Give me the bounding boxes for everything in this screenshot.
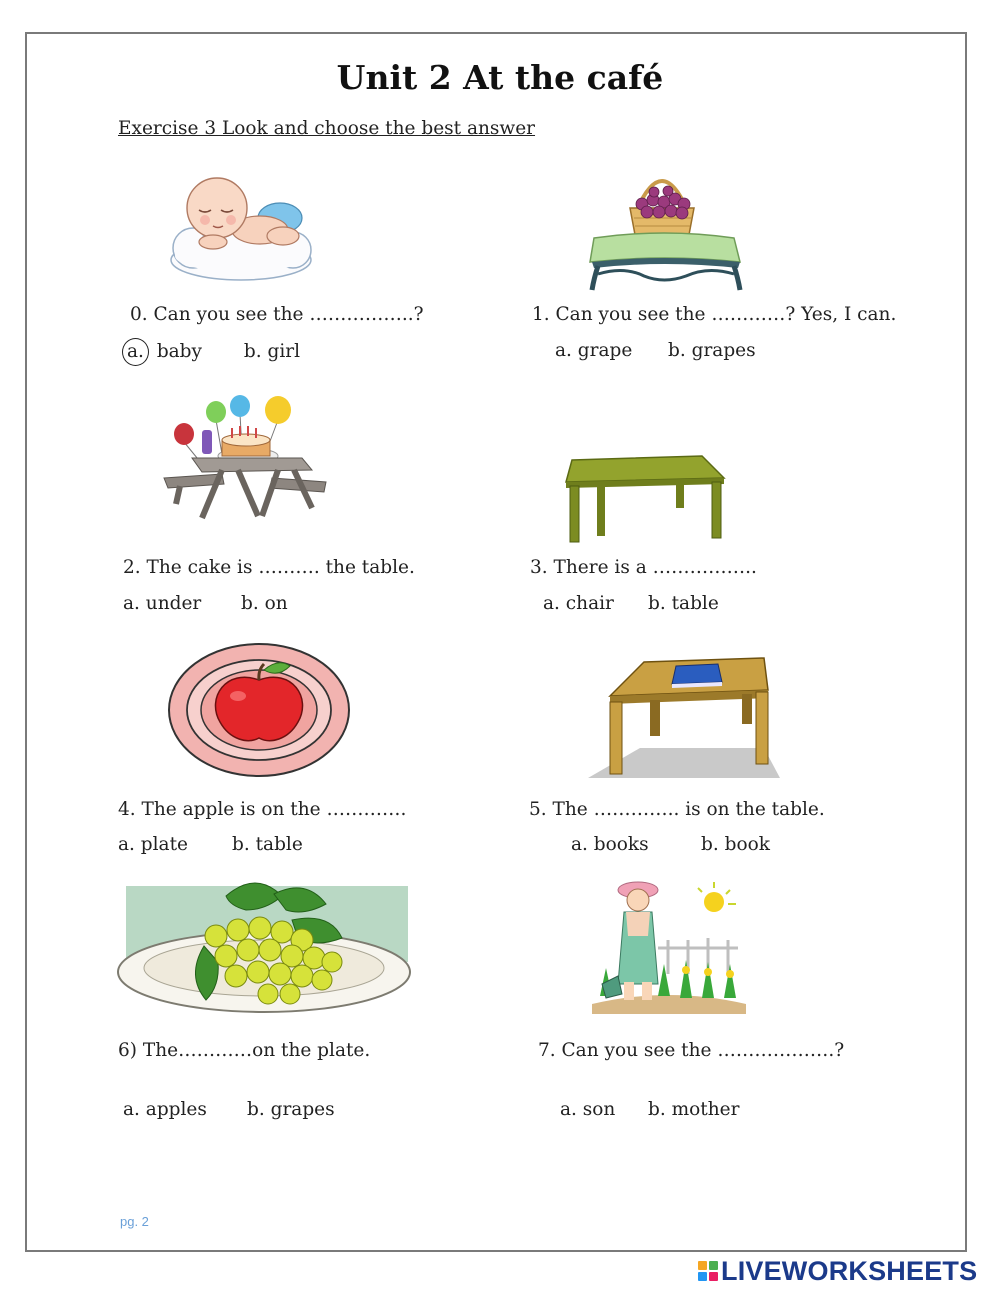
question-2-option-b[interactable]: b. on: [241, 593, 288, 614]
question-1-text: 1. Can you see the …………? Yes, I can.: [532, 304, 897, 325]
question-7-option-b[interactable]: b. mother: [648, 1099, 740, 1120]
green-table-image: [562, 454, 728, 544]
question-1-option-b[interactable]: b. grapes: [668, 340, 756, 361]
question-0-option-a-text[interactable]: baby: [156, 341, 202, 362]
apple-on-plate-image: [166, 640, 352, 778]
question-5-text: 5. The ………….. is on the table.: [529, 799, 825, 820]
question-6-text: 6) The…………on the plate.: [118, 1040, 371, 1061]
logo-text: LIVEWORKSHEETS: [721, 1255, 978, 1286]
question-0-options: [128, 338, 300, 366]
grapes-basket-table-image: [584, 158, 746, 292]
cake-picnic-table-image: [162, 392, 330, 524]
exercise-instruction: Exercise 3 Look and choose the best answer: [118, 118, 536, 139]
question-0-text: 0. Can you see the ……………..?: [130, 304, 424, 325]
grapes-on-plate-image: [116, 876, 422, 1016]
logo-blocks-icon: [698, 1261, 718, 1281]
book-on-table-image: [584, 652, 784, 782]
question-2-text: 2. The cake is ………. the table.: [123, 557, 415, 578]
question-0-option-b[interactable]: b. girl: [243, 341, 300, 362]
question-3-option-b[interactable]: b. table: [648, 593, 719, 614]
question-1-option-a[interactable]: a. grape: [555, 340, 633, 361]
mother-gardening-image: [588, 876, 750, 1016]
page-title: Unit 2 At the café: [336, 58, 664, 97]
question-5-option-a[interactable]: a. books: [571, 834, 649, 855]
baby-on-cloud-image: [165, 168, 317, 286]
liveworksheets-logo: [698, 1256, 977, 1286]
question-2-option-a[interactable]: a. under: [123, 593, 202, 614]
page-number: pg. 2: [120, 1214, 149, 1229]
question-4-option-a[interactable]: a. plate: [118, 834, 188, 855]
question-5-option-b[interactable]: b. book: [701, 834, 770, 855]
question-3-option-a[interactable]: a. chair: [543, 593, 614, 614]
question-4-option-b[interactable]: b. table: [232, 834, 303, 855]
question-6-option-a[interactable]: a. apples: [123, 1099, 207, 1120]
question-3-text: 3. There is a ……………..: [530, 557, 757, 578]
question-4-text: 4. The apple is on the ………….: [118, 799, 407, 820]
question-0-option-a-selected[interactable]: a.: [122, 338, 149, 366]
question-7-text: 7. Can you see the ……………….?: [538, 1040, 845, 1061]
question-6-option-b[interactable]: b. grapes: [247, 1099, 335, 1120]
question-7-option-a[interactable]: a. son: [560, 1099, 616, 1120]
